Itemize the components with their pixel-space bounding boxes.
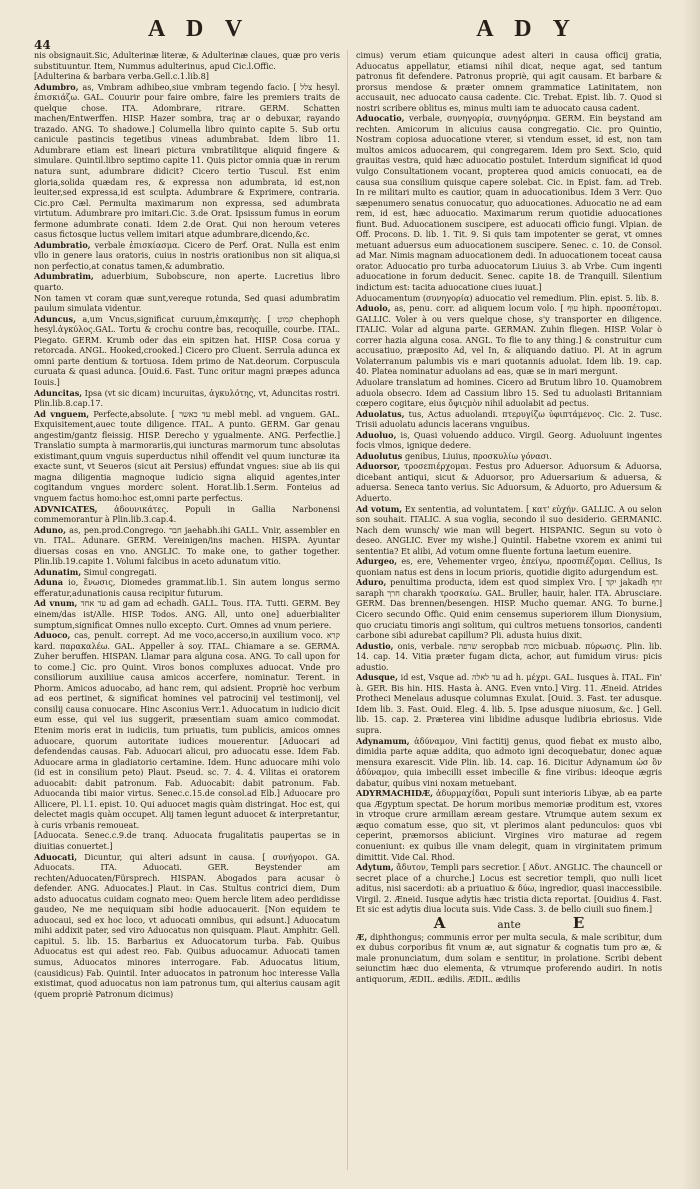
dictionary-entry [34, 504, 340, 525]
column-divider [347, 50, 348, 1170]
entry-text: as, Vmbram adhibeo,siue vmbram tegendo facio. [ צלל hesyl. ἐπισκιάζω. GAL. Couurir pour faire ombre, faire les premiers traits de quelque chose. ITA. Adombrare, ritrare. GERM. Schatten machen/Entwerffen. HISP. Hazer sombra, traç ar o debuxar, rayando trazado. ANG. To shadowe.] Columella libro quinto capite 5. Sub ortu canicule pastincis tegetibus vineas adumbrabat. Idem libro 11. Adumbrare etiam est lineari pictura vmbratilitque aliquid fingere & simulare. Quintil.libro septimo capite 11. Quis pictor omnia quæ in rerum natura sunt, adumbrare didicit? Cicero tertio Tuscul. Est enim gloria,solida quædam res, & expressa non adumbrata, id est,non leuiter,sed expressa,id est sculpta. Adumbrare & Exprimere, contraria. Cic.pro Cæl. Permulta maximarum non expressa, sed adumbrata virtutum. Adumbrare pro imitari.Cic. 3.de Orat. Ipsissum fumus in eorum fermone adumbrate conati. Idem 2.de Orat. Qui non heroum veteres casus fictosque luctus vellem imitari atque adumbrare,dicendo,&c. [34, 81, 340, 240]
entry-headword: Aduna [34, 577, 63, 588]
dictionary-entry [34, 852, 340, 1000]
dictionary-entry [34, 577, 340, 598]
dictionary-entry [356, 788, 662, 862]
dictionary-entry [356, 461, 662, 503]
dictionary-entry [356, 577, 662, 640]
entry-text: [Adulterina & barbara verba.Gell.c.1.lib.8] [34, 71, 209, 82]
entry-text: penultima producta, idem est quod simplex Vro. [ יקד jakadh זרף saraph חרך charakh τροσκαίω. GAL. Bruller, hauir, haler. ITA. Abrusciare. GERM. Das brennen/besengen. HISP. Mucho quemar. ANG. To burne.] Cicero secundo Offic. Quid enim censemus superiorem illum Dionysium, quo cruciatu timoris angi solitum, qui cultros metuens tonsorios, candenti carbone sibi adurebat capillum? Pli. adusta huius dixit. [356, 577, 662, 641]
dictionary-entry [34, 630, 340, 830]
dictionary-entry [356, 641, 662, 673]
entry-text: τροσεπιέρχομαι. Festus pro Aduersor. Aduorsum & Aduorsa, dicebant antiqui, sicut & Aduorsor, pro Aduersarium & aduersa, & aduersa. Seneca tanto verius. Sic Aduorsum, & Aduorto, pro Aduersum & Aduerto. [356, 461, 662, 503]
entry-text: id est, Vsque ad. עד לאלה ad h. μέχρι. GAL. Iusques à. ITAL. Fin' à. GER. Bis hin. HIS. Hasta à. ANG. Even vnto.] Virg. 11. Æneid. Atrides Protheci Menelaus adusque columnas Exulat. [Ouid. 3. Fast. ter adusque. Idem lib. 3. Fast. Ouid. Eleg. 4. lib. 5. Ipse adusque niuosum, &c. ] Gell. lib. 15. cap. 2. Præterea vini libidine adusque ludibria ebriosus. Vide supra. [356, 672, 662, 735]
entry-headword: Aduorsor, [356, 461, 400, 472]
entry-headword: Adumbro, [34, 81, 79, 92]
entry-text: as, pen.prod.Congrego. חבר jaehabh.ihi GALL. Vnir, assembler en vn. ITAL. Adunare. GERM. Vereinigen/ins machen. HISPA. Ayuntar diuersas cosas en vno. ANGLIC. To make one, to gather together. Plin.lib.19.capite 1. Volumi falcibus in aceto adunatum vitio. [34, 524, 340, 567]
entry-text: Aduocamentum (συνηγορία) aduocatio vel remedium. Plin. epist. 5. lib. 8. [356, 292, 659, 303]
entry-headword: Æ, [356, 931, 368, 942]
dictionary-entry [356, 672, 662, 735]
entry-headword: ADVNICATES, [34, 503, 98, 514]
entry-headword: Aduoco, [34, 630, 71, 641]
section-heading [356, 913, 662, 932]
entry-headword: Adusque, [356, 672, 398, 683]
entry-headword: Aduncitas, [34, 387, 83, 398]
entry-headword: Aduno, [34, 524, 66, 535]
entry-text: aduerbium, Subobscure, non aperte. Lucretius libro quarto. [34, 271, 340, 293]
left-column [34, 50, 340, 1174]
page-header [30, 16, 670, 50]
running-head-right: A D Y [476, 16, 578, 42]
dictionary-entry [34, 271, 340, 292]
section-heading-part: A [433, 913, 446, 932]
entry-text: nis obsignauit.Sic, Adulterinæ literæ, & Adulterinæ claues, quæ pro veris substituuntur. Item, Nummus adulterinus, apud Cic.l.Offic. [34, 50, 340, 71]
entry-text: onis, verbale. שרפה seropbab מכוה micbuab. πύρωσις. Plin. lib. 14. cap. 14. Vitia præter fugam dicta, achor, aut fumidum virus: picis adustio. [356, 640, 662, 672]
section-heading-part: ante [497, 918, 521, 931]
dictionary-entry [34, 293, 340, 314]
entry-headword: Aduocatio, [356, 113, 405, 124]
dictionary-entry [356, 303, 662, 377]
entry-headword: Ad votum, [356, 503, 403, 514]
dictionary-entry [356, 932, 662, 985]
entry-headword: Ad vnguem, [34, 408, 90, 419]
section-heading-part: E [572, 913, 585, 932]
entry-headword: Aduncus, [34, 313, 76, 324]
entry-text: Non tamen vt coram quæ sunt,vereque rotunda, Sed quasi adumbratim paulum simulata videntur. [34, 292, 340, 314]
entry-headword: Adynamum, [356, 735, 410, 746]
entry-headword: Adunatim, [34, 566, 82, 577]
entry-text: [Aduocata. Senec.c.9.de tranq. Aduocata frugalitatis paupertas se in diuitias conuertet.] [34, 830, 340, 852]
entry-text: ἄδυτον, Templi pars secretior. [ Aδυτ. ANGLIC. The chauncell or secret place of a churche.] Locus est secretior templi, quo nulli licet aditus, nisi sacerdoti: ab a priuatiuo & δύω, ingredior, quasi inaccessibile. Virgil. 2. Æneid. Iusque adytis hæc tristia dicta reportat. [Ouidius 4. Fast. Et sic est adytis diua locuta suis. Vide Cass. 3. de bello ciuili suo finem.] [356, 862, 662, 915]
dictionary-entry [356, 377, 662, 409]
entry-text: diphthongus; communis error per multa secula, & male scribitur, dum ex dubus corporibus fit vnum æ, aut signatur & cognatis tum pro æ, & male pronunciatum, dum solam e sentitur, in prolatione. Scribi debent seiunctim hæc duo elementa, & vtrumque proferendo audiri. In notis antiquorum, ÆDIL. ædilis. ÆDIL. ædilis [356, 931, 662, 985]
dictionary-entry [34, 830, 340, 851]
right-column [356, 50, 662, 1174]
entry-headword: Adurgeo, [356, 556, 398, 567]
entry-text: es, ere, Vehementer vrgeo, ἐπείγω, προσπιέζομαι. Cellius, Is quoniam natus est dens in locum prioris, quotidie digito adurgendum est. [356, 556, 662, 577]
entry-text: ἀδουνικάτες. Populi in Gallia Narbonensi commemorantur à Plin.lib.3.cap.4. [34, 503, 340, 525]
dictionary-entry [34, 409, 340, 504]
dictionary-entry [34, 50, 340, 71]
entry-text: Aduolare translatum ad homines. Cicero ad Brutum libro 10. Quamobrem aduola obsecro. Idem ad Cassium libro 15. Sed tu aduolasti Britanniam cœpero cogitare, eius ὄψιςμὸν nihil aduolabit ad pectus. [356, 376, 662, 409]
entry-text: Dicuntur, qui alteri adsunt in causa. [ συνήγοροι. GA. Aduocats. ITA. Aduocati. GER. Beystender am rechten/Aduocaten/Fürsprech. HISPAN. Abogados para acusar ò defender. ANG. Aduocates.] Plaut. in Cas. Stultus contrici diem, Dum adsto aduocatus cuidam cognato meo: Quem hercle litem adeo perdidisse gaudeo, Ne me nequiquam sibi hodie aduocauerit. [Non equidem te aduocaui, sed ex hoc loco, vt aduocati omnibus, qui adsunt.] Aduocatum mihi addixit pater, sed viro Aduocatus non quisquam. Plaut. Amphitr. Gell. capitul. 5. lib. 15. Barbarius ex Aduocatorum turba. Fab. Quibus Aduocatus est qui adest reo. Fab. Quibus aduocamur. Aduocati tamen sumus, Aduocatos minores interrogare. Fab. Aduocatus litium, (causidicus) Fab. Quintil. Inter aduocatos in patronum hoc interesse Valla existimat, quod aduocatus non iam patronus tum, qui alterius causam agit (quem propriè Patronum dicimus) [34, 851, 340, 999]
dictionary-entry [356, 409, 662, 430]
dictionary-entry [356, 451, 662, 462]
entry-headword: Aduoluo, [356, 429, 397, 440]
entry-text: genibus, Liuius, προσκυλίω γόνασι. [404, 450, 552, 461]
entry-headword: Adustio, [356, 640, 394, 651]
entry-text: Simul congregati. [83, 566, 157, 577]
entry-headword: Aduro, [356, 577, 387, 588]
entry-headword: Adumbratio, [34, 239, 91, 250]
entry-text: ἀδύναμον, Vini factitij genus, quod fiebat ex musto albo, dimidia parte aquæ addita, quo admoto igni decoquebatur, donec aquæ mensura exarescit. Vide Plin. lib. 14. cap. 16. Dicitur Adynamum ὡσ ὂν ἀδύναμον, quia imbecilli esset imbecille & fine viribus: ideoque ægris dabatur, quibus vini noxam metuebant. [356, 735, 662, 788]
dictionary-entry [34, 388, 340, 409]
entry-text: cas, penult. corrept. Ad me voco,accerso,in auxilium voco. קרא kard. παρακαλέω. GAL. Appeller à soy. ITAL. Chiamare a se. GERMA. Zuher beruffen. HISPAN. Llamar para alguna cosa. ANG. To call upon for to come.] Cic. pro Quint. Viros bonos compluxes aduocat. Vnde pro consiliorum auxiliiue causa amicos accerfere, nominatur. Terent. in Phorm. Amicos aduocabo, ad hanc rem, qui adsient. Propriè hoc verbum ad eos pertinet, & significat homines vel patrocinij vel testimonij, vel consilij causa conuocare. Hinc Asconius Verr.1. Aduocatum in iudicio dicit eum esse, qui vel ius suggerit, præsentiam suam amico commodat. Etenim moris erat in iudiciis, tum priuatis, tum publicis, amicos omnes aduocare, quorum autoritate iudices mouerentur. [Aduocari ad defendendas causas. Fab. Aduocari alicui, pro aduocatu esse. Idem Fab. Aduocare arma in gladiatorio certamine. Idem. Hunc aduocare mihi volo (id est in consilium peto) Plaut. Pseud. sc. 7. 4. 4. Vilitas ei oratorem aduocabit: dabit patronum. Fab. Aduocabit: dabit patronum. Fab. Aduocanda tibi maior virtus. Senec.c.15.de consol.ad Elb.] Aduocare pro Allicere, Pl. l.1. epist. 10. Qui aduocet magis quàm distringat. Hoc est, qui delectet magis quàm occupet. Alij tamen legunt aduocet & interpretantur, à curis vrbanis remoueat. [34, 630, 340, 830]
dictionary-entry [34, 82, 340, 240]
entry-text: as, penu. corr. ad aliquem locum volo. [ עוף hiph. προσπέτομαι. GALLIC. Voler à ou vers quelque chose, s'y transporter en diligence. ITALIC. Volar ad alguna parte. GERMAN. Zuhin fliegen. HISP. Volar ò correr hazia alguna cosa. ANGL. To flie to any thing.] & construitur cum accusatiuo, præposito Ad, vel In, & aliquando datiuo. Pl. At in agrum Volaterranum palumbis vis e mari quotannis aduolat. Idem lib. 19. cap. 40. Platea nominatur aduolans ad eas, quæ se in mari mergunt. [356, 303, 662, 377]
entry-headword: Aduolutus [356, 450, 403, 461]
entry-text: a,um Vncus,significat curuum,ἐπικαμπὴς. [ קמוט chephoph hesyl.ἀγκύλος.GAL. Tortu & crochu contre bas, recoquille, courbe. ITAL. Piegato. GERM. Krumb oder das ein spitzen hat. HISP. Cosa corua y retorcada. ANGL. Hooked,crooked.] Cicero pro Cluent. Serrula adunca ex omni parte dentium & tortuosa. Idem primo de Nat.deorum. Corpuscula curuata & quasi adunca. [Ouid.6. Fast. Tunc oritur magni præpes adunca Iouis.] [34, 313, 340, 387]
dictionary-entry [356, 293, 662, 304]
entry-text: verbale, συνηγορία, συνηγόρημα. GERM. Ein beystand am rechten. Amicorum in alicuius causa congregatio. Cic. pro Quintio, Nostram copiosa aduocatione vterer, si vtendum esset, id est, non tam multos amicos aduocarem, qui congregarem. Idem pro Sext. Scio, quid grauitas vestra, quid hæc aduocatio postulet. Interdum significat id quod vulgo Consultationem vocant, propterea quod amicis conuocati, ea de causa sua consilium quisque capere solebat. Cic. in Epist. fam. ad Treb. In re militari multo es cautior, quam in aduocationibus. Idem 3 Verr. Quo sæpenumero senatus conuocatur, quo aduocationes. Aduocatio ne ad eam rem, id est, hæc aduocatio. Maximarum rerum quotidie aduocationes fiunt. Bud. Aduocationem suscipere, est aduocati officio fungi. Vlpian. de Off. Procons. D. lib. 1. Tit. 9. Si quis tam impotenter se gerat, vt omnes metuant aduersus eum aduocationem suscipere. Senec. c. 10. de Consol. ad Mar. Nimis magnam aduocationem dedi. In aduocationem toceat causa orator. Aduocatio pro turba aduocatorum Liuius 3. ab Vrbe. Cum ingenti aduocatione in forum deducit. Senec. capite 18. de Tranquill. Silentium indictum est: tacita aduocatione ciues iuuat.] [356, 113, 662, 293]
entry-text: is, Quasi voluendo adduco. Virgil. Georg. Aduoluunt ingentes focis vlmos, ignique dedere. [356, 429, 662, 451]
dictionary-entry [356, 50, 662, 113]
entry-text: Ipsa (vt sic dicam) incuruitas, ἀγκυλότης, vt, Aduncitas rostri. Plin.lib.8.cap.17. [34, 387, 340, 409]
entry-text: עד אחד ad gam ad echadh. GALL. Tous. ITA. Tutti. GERM. Bey einem/das ist/Alle. HISP. Todos. ANG. All, unto one] aduerbialiter sumptum,significat Omnes nullo excepto. Curt. Omnes ad vnum periere. [34, 598, 340, 630]
dictionary-entry [34, 240, 340, 272]
dictionary-entry [34, 598, 340, 630]
entry-headword: Aduolatus, [356, 408, 405, 419]
dictionary-entry [356, 862, 662, 915]
running-head-left: A D V [148, 16, 251, 42]
entry-headword: Adumbratim, [34, 271, 94, 282]
entry-text: io, ἕνωσις, Diomedes grammat.lib.1. Sin autem longus sermo efferatur,adunationis causa recipitur futurum. [34, 577, 340, 598]
dictionary-entry [356, 736, 662, 789]
dictionary-entry [34, 71, 340, 82]
page-number: 44 [34, 38, 51, 52]
entry-text: tus, Actus aduolandi. πτερυγίζω ὑφιπτάμενος. Cic. 2. Tusc. Trisii aduolatu aduncis lacerans vnguibus. [356, 408, 662, 430]
dictionary-entry [356, 556, 662, 577]
entry-headword: ADYRMACHIDÆ, [356, 788, 434, 799]
entry-headword: Aduocati, [34, 851, 78, 862]
dictionary-entry [356, 504, 662, 557]
page-edge-shadow [682, 0, 700, 1189]
entry-text: ἀδυρμαχίδαι, Populi sunt interioris Libyæ, ab ea parte qua Ægyptum spectat. De horum moribus memoriæ proditum est, vxores in vtroque crure armillam æream gestare. Vtrumque autem sexum ex æquo comatum esse, quo sit, vt plerimos alant pedunculos: quos vbi ceperint, præmorsos abiiciunt. Virgines viro maturae ad regem conueniunt: ex quibus ille vnam delegit, quam in virginitatem primum dimittit. Vide Cal. Rhod. [356, 788, 662, 862]
dictionary-entry [34, 314, 340, 388]
dictionary-entry [356, 113, 662, 292]
entry-headword: Adytum, [356, 862, 394, 873]
entry-text: Ex sententia, ad voluntatem. [ κατ' εὐχήν. GALLIC. A ou selon son souhait. ITALIC. A sua voglia, secondo il suo desiderio. GERMANIC. Nach dem wunsch/ wie man will begert. HISPANIC. Segun su voto ò deseo. ANGLIC. Ever my wishe.] Quintil. Habetne vxorem ex animi tui sententia? Et alibi, Ad votum omne fluente fortuna laetum euenire. [356, 503, 662, 556]
dictionary-entry [34, 567, 340, 578]
entry-text: verbale ἐπισκίασμα. Cicero de Perf. Orat. Nulla est enim vllo in genere laus oratoris, cuius in nostris orationibus non sit aliqua,si non perfectio,at conatus tamen,& adumbratio. [34, 239, 340, 271]
dictionary-entry [34, 525, 340, 567]
entry-headword: Ad vnum, [34, 598, 78, 609]
entry-headword: Aduolo, [356, 303, 391, 314]
entry-text: cimus) verum etiam quicunque adest alteri in causa officij gratia, Aduocatus appellatur, etiamsi nihil dicat, neque agat, sed tantum patronus fit defendere. Patronus propriè, qui agit causam. Et barbare & prorsus mendose & præter omnem grammatice Latinitatem, non accusauit, nec aduocato causa cadente. Cic. Trebat. Epist. lib. 7. Quod si nostri scribere oblitus es, minus multi iam te aduocato causa cadent. [356, 50, 662, 113]
dictionary-entry [356, 430, 662, 451]
entry-text: Perfecte,absolute. [ עד כאשר mebl mebl. ad vnguem. GAL. Exquisitement,auec toute diligence. ITAL. A punto. GERM. Gar genau angestim/gantz fleissig. HISP. Derecho y ygualmente. ANG. Perfectlie.] Translatio sumpta à marmorariis,qui iuncturas marmorum tunc absolutas existimant,quum vnguis superductus nihil offendit vel quum iuncturæ ita exacte sunt, vt Seueros (sicut ait Persius) effundat vngues: siue ab iis qui magna diligentia magnoque iudicio signa aliquid agentes,inter cogitandum vngues morderc solent. Horat.lib.1.Serm. Fonteius ad vnguem factus homo:hoc est,omni parte perfectus. [34, 408, 340, 503]
